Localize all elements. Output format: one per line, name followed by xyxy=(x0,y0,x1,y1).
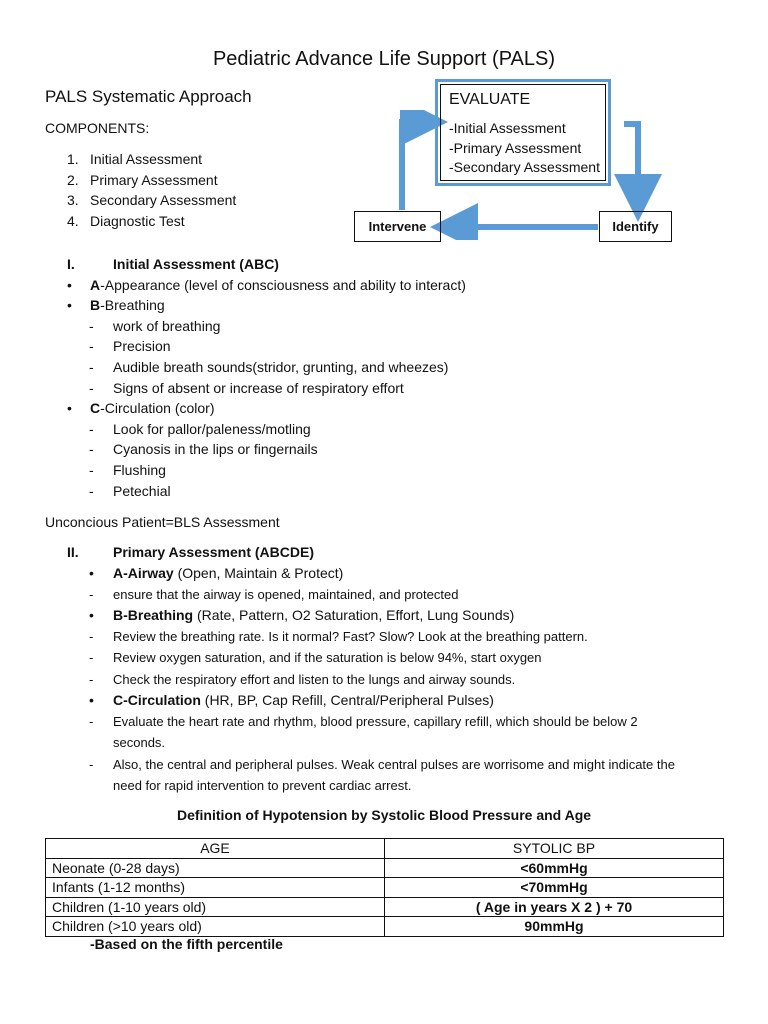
list-item xyxy=(67,398,747,419)
bp-cell: 90mmHg xyxy=(385,917,724,937)
evaluate-box xyxy=(435,79,611,186)
section-heading-row xyxy=(67,254,747,275)
age-cell: Infants (1-12 months) xyxy=(46,878,385,898)
evaluate-item: -Primary Assessment xyxy=(449,139,582,156)
roman-numeral: I. xyxy=(67,256,75,272)
list-item xyxy=(67,295,747,316)
dash: - xyxy=(89,482,94,499)
list-item xyxy=(67,378,747,399)
initial-assessment-section xyxy=(67,254,747,501)
bullet: • xyxy=(67,400,72,417)
item-text: (Open, Maintain & Protect) xyxy=(173,565,344,581)
item-text: Look for pallor/paleness/motling xyxy=(113,420,311,437)
letter: B xyxy=(90,297,101,314)
item-text: (HR, BP, Cap Refill, Central/Peripheral Pulses) xyxy=(200,692,494,709)
list-item xyxy=(67,626,747,648)
item-text: Evaluate the heart rate and rhythm, blood pressure, capillary refill, which should be below 2 xyxy=(113,713,638,729)
dash: - xyxy=(89,317,94,334)
list-item xyxy=(67,669,747,691)
table-caption: Definition of Hypotension by Systolic Blood Pressure and Age xyxy=(176,807,592,823)
list-item xyxy=(67,336,747,357)
dash: - xyxy=(89,756,94,772)
table-row xyxy=(46,897,724,917)
list-item xyxy=(67,605,747,626)
primary-assessment-heading-row xyxy=(67,542,747,563)
bullet: • xyxy=(89,692,94,709)
age-cell: Neonate (0-28 days) xyxy=(46,858,385,878)
list-item xyxy=(67,316,747,337)
dash: - xyxy=(89,461,94,478)
dash: - xyxy=(89,650,94,666)
item-text: Review the breathing rate. Is it normal? Fast? Slow? Look at the breathing pattern. xyxy=(113,628,588,644)
item-text: Precision xyxy=(113,338,171,355)
item-text: (Rate, Pattern, O2 Saturation, Effort, Lung Sounds) xyxy=(193,607,515,624)
item-bold: B-Breathing xyxy=(113,607,194,624)
item-text: Cyanosis in the lips or fingernails xyxy=(113,441,318,458)
dash: - xyxy=(89,420,94,437)
item-text: seconds. xyxy=(113,735,166,751)
age-cell: Children (>10 years old) xyxy=(46,917,385,937)
arrow-to-identify xyxy=(624,124,638,198)
dash: - xyxy=(89,379,94,396)
item-text: Audible breath sounds(stridor, grunting, and wheezes) xyxy=(113,358,449,375)
list-item xyxy=(67,711,747,733)
list-item xyxy=(67,439,747,460)
list-text: Initial Assessment xyxy=(90,151,203,167)
page-title: Pediatric Advance Life Support (PALS) xyxy=(212,48,556,70)
column-header: SYTOLIC BP xyxy=(385,839,724,859)
bullet: • xyxy=(89,607,94,624)
components-list xyxy=(67,149,237,231)
age-cell: Children (1-10 years old) xyxy=(46,897,385,917)
unconscious-note: Unconcious Patient=BLS Assessment xyxy=(45,514,280,530)
item-text: ensure that the airway is opened, maintained, and protected xyxy=(113,586,459,602)
dash: - xyxy=(89,713,94,729)
list-item xyxy=(67,170,218,191)
list-number: 4. xyxy=(67,212,79,229)
evaluate-item: -Secondary Assessment xyxy=(449,159,600,175)
item-text: work of breathing xyxy=(113,317,221,334)
dash: - xyxy=(89,358,94,375)
list-item xyxy=(67,563,747,584)
item-text: need for rapid intervention to prevent cardiac arrest. xyxy=(113,778,412,794)
bullet: • xyxy=(89,565,94,581)
table-header-row xyxy=(46,839,724,859)
arrow-to-evaluate xyxy=(402,122,424,210)
list-item xyxy=(67,190,237,211)
list-item xyxy=(67,419,747,440)
list-number: 1. xyxy=(67,151,79,167)
primary-assessment-section xyxy=(67,563,747,797)
section-heading: PALS Systematic Approach xyxy=(45,87,252,106)
item-text: Check the respiratory effort and listen to the lungs and airway sounds. xyxy=(113,671,516,687)
dash: - xyxy=(89,628,94,644)
table-footnote: -Based on the fifth percentile xyxy=(90,936,283,952)
item-text: Signs of absent or increase of respiratory effort xyxy=(113,379,404,396)
dash: - xyxy=(89,671,94,687)
identify-box: Identify xyxy=(599,211,672,242)
item-bold: A-Airway xyxy=(113,565,174,581)
item-text: Flushing xyxy=(113,461,166,478)
bullet: • xyxy=(67,297,72,314)
table-row xyxy=(46,878,724,898)
list-item-continued xyxy=(67,732,747,754)
item-bold: C-Circulation xyxy=(113,692,201,709)
list-item xyxy=(67,584,747,606)
table-row xyxy=(46,917,724,937)
list-text: Primary Assessment xyxy=(90,171,218,188)
evaluate-item: -Initial Assessment xyxy=(449,120,566,136)
item-text: -Breathing xyxy=(100,297,165,314)
hypotension-table xyxy=(45,838,724,937)
initial-heading: Initial Assessment (ABC) xyxy=(113,256,279,272)
list-text: Secondary Assessment xyxy=(90,192,237,209)
bp-cell: ( Age in years X 2 ) + 70 xyxy=(385,897,724,917)
list-number: 2. xyxy=(67,171,79,188)
list-item xyxy=(67,647,747,669)
primary-heading: Primary Assessment (ABCDE) xyxy=(113,544,314,560)
list-item xyxy=(67,754,747,776)
letter: C xyxy=(90,400,101,417)
list-item xyxy=(67,149,203,170)
letter: A xyxy=(90,276,101,293)
list-item xyxy=(67,357,747,378)
bullet: • xyxy=(67,276,72,293)
list-item xyxy=(67,460,747,481)
evaluate-title: EVALUATE xyxy=(449,91,531,108)
roman-numeral: II. xyxy=(67,544,79,560)
table-row xyxy=(46,858,724,878)
list-number: 3. xyxy=(67,192,79,209)
bp-cell: <60mmHg xyxy=(385,858,724,878)
list-item-continued xyxy=(67,775,747,797)
intervene-box: Intervene xyxy=(354,211,441,242)
item-text: Also, the central and peripheral pulses. Weak central pulses are worrisome and might indicate the xyxy=(113,756,675,772)
list-item xyxy=(67,690,747,711)
dash: - xyxy=(89,338,94,355)
item-text: Petechial xyxy=(113,482,171,499)
dash: - xyxy=(89,441,94,458)
list-item xyxy=(67,211,185,232)
item-text: -Appearance (level of consciousness and ability to interact) xyxy=(100,276,466,293)
list-item xyxy=(67,275,747,296)
list-text: Diagnostic Test xyxy=(90,212,185,229)
column-header: AGE xyxy=(46,839,385,859)
bp-cell: <70mmHg xyxy=(385,878,724,898)
list-item xyxy=(67,481,747,502)
components-label: COMPONENTS: xyxy=(45,120,150,136)
dash: - xyxy=(89,586,94,602)
item-text: -Circulation (color) xyxy=(100,400,215,417)
item-text: Review oxygen saturation, and if the saturation is below 94%, start oxygen xyxy=(113,650,542,666)
